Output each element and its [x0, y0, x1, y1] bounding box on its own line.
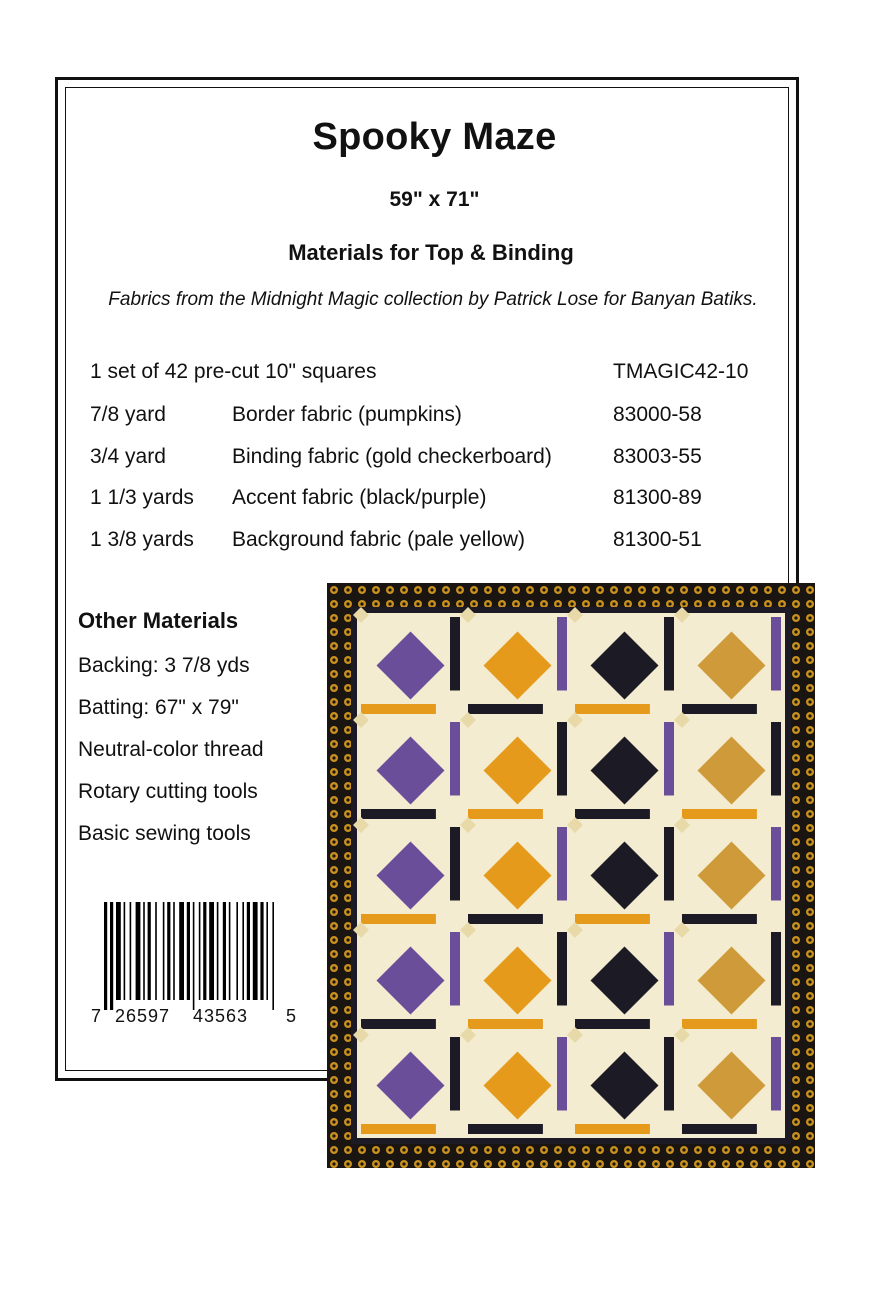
- barcode-bar: [173, 902, 175, 1000]
- sashing-strip: [575, 1019, 650, 1029]
- sashing-strip: [450, 827, 460, 901]
- sashing-strip: [682, 914, 757, 924]
- sashing-strip: [771, 1037, 781, 1111]
- barcode-bar: [163, 902, 165, 1000]
- barcode-bar: [223, 902, 226, 1000]
- other-materials-heading: Other Materials: [78, 608, 239, 633]
- barcode-bar: [136, 902, 141, 1000]
- fabric-sku: 83000-58: [613, 403, 702, 426]
- sashing-strip: [664, 932, 674, 1006]
- fabric-description: Background fabric (pale yellow): [232, 528, 525, 551]
- sashing-strip: [664, 827, 674, 901]
- pattern-title: Spooky Maze: [312, 116, 557, 158]
- precut-sku: TMAGIC42-10: [613, 360, 749, 383]
- sashing-strip: [450, 932, 460, 1006]
- sashing-strip: [771, 827, 781, 901]
- sashing-strip: [664, 1037, 674, 1111]
- barcode-bar: [143, 902, 145, 1000]
- barcode-bar: [110, 902, 113, 1010]
- barcode-bar: [130, 902, 132, 1000]
- sashing-strip: [361, 914, 436, 924]
- barcode-digit: 5: [286, 1006, 298, 1026]
- other-material-item: Batting: 67" x 79": [78, 696, 239, 719]
- sashing-strip: [771, 722, 781, 796]
- barcode-bar: [148, 902, 151, 1000]
- sashing-strip: [682, 809, 757, 819]
- barcode-bar: [209, 902, 214, 1000]
- sashing-strip: [664, 722, 674, 796]
- barcode-digit: 7: [91, 1006, 103, 1026]
- sashing-strip: [575, 809, 650, 819]
- sashing-strip: [468, 1124, 543, 1134]
- sashing-strip: [557, 617, 567, 691]
- sashing-strip: [361, 1019, 436, 1029]
- fabric-sku: 81300-89: [613, 486, 702, 509]
- barcode-bar: [247, 902, 250, 1000]
- precut-description: 1 set of 42 pre-cut 10" squares: [90, 360, 377, 383]
- fabric-collection-note: Fabrics from the Midnight Magic collection by Patrick Lose for Banyan Batiks.: [108, 289, 758, 310]
- sashing-strip: [557, 722, 567, 796]
- fabric-description: Border fabric (pumpkins): [232, 403, 462, 426]
- sashing-strip: [575, 1124, 650, 1134]
- barcode-bar: [193, 902, 195, 1010]
- sashing-strip: [468, 1019, 543, 1029]
- barcode-bar: [266, 902, 268, 1000]
- sashing-strip: [557, 932, 567, 1006]
- sashing-strip: [771, 932, 781, 1006]
- sashing-strip: [557, 827, 567, 901]
- barcode-bar: [260, 902, 263, 1000]
- fabric-qty: 7/8 yard: [90, 403, 166, 426]
- barcode-bar: [217, 902, 219, 1000]
- barcode-digit: 43563: [193, 1006, 249, 1026]
- barcode-bar: [116, 902, 121, 1000]
- sashing-strip: [361, 1124, 436, 1134]
- fabric-description: Accent fabric (black/purple): [232, 486, 487, 509]
- sashing-strip: [450, 617, 460, 691]
- sashing-strip: [664, 617, 674, 691]
- other-material-item: Basic sewing tools: [78, 822, 251, 845]
- sashing-strip: [468, 704, 543, 714]
- sashing-strip: [771, 617, 781, 691]
- sashing-strip: [682, 1019, 757, 1029]
- other-material-item: Neutral-color thread: [78, 738, 264, 761]
- fabric-sku: 83003-55: [613, 445, 702, 468]
- barcode-bar: [124, 902, 126, 1000]
- barcode-bar: [236, 902, 238, 1000]
- fabric-qty: 3/4 yard: [90, 445, 166, 468]
- barcode-bar: [253, 902, 258, 1000]
- sashing-strip: [468, 809, 543, 819]
- fabric-qty: 1 3/8 yards: [90, 528, 194, 551]
- barcode-bar: [167, 902, 170, 1000]
- barcode-bar: [229, 902, 231, 1000]
- barcode-bar: [199, 902, 201, 1000]
- materials-heading: Materials for Top & Binding: [288, 240, 574, 265]
- barcode-bar: [104, 902, 107, 1010]
- sashing-strip: [450, 722, 460, 796]
- upc-barcode: [100, 902, 290, 1010]
- sashing-strip: [557, 1037, 567, 1111]
- barcode-bar: [179, 902, 184, 1000]
- sashing-strip: [682, 704, 757, 714]
- sashing-strip: [682, 1124, 757, 1134]
- fabric-sku: 81300-51: [613, 528, 702, 551]
- quilt-photo: [327, 583, 815, 1168]
- barcode-bar: [155, 902, 157, 1000]
- sashing-strip: [575, 914, 650, 924]
- fabric-qty: 1 1/3 yards: [90, 486, 194, 509]
- barcode-bar: [272, 902, 274, 1010]
- sashing-strip: [361, 809, 436, 819]
- sashing-strip: [575, 704, 650, 714]
- other-material-item: Rotary cutting tools: [78, 780, 258, 803]
- barcode-bar: [187, 902, 190, 1000]
- barcode-digit: 26597: [115, 1006, 171, 1026]
- quilt-size: 59" x 71": [389, 188, 480, 211]
- barcode-bar: [242, 902, 244, 1000]
- fabric-description: Binding fabric (gold checkerboard): [232, 445, 552, 468]
- sashing-strip: [361, 704, 436, 714]
- barcode-bar: [203, 902, 206, 1000]
- other-material-item: Backing: 3 7/8 yds: [78, 654, 250, 677]
- sashing-strip: [468, 914, 543, 924]
- sashing-strip: [450, 1037, 460, 1111]
